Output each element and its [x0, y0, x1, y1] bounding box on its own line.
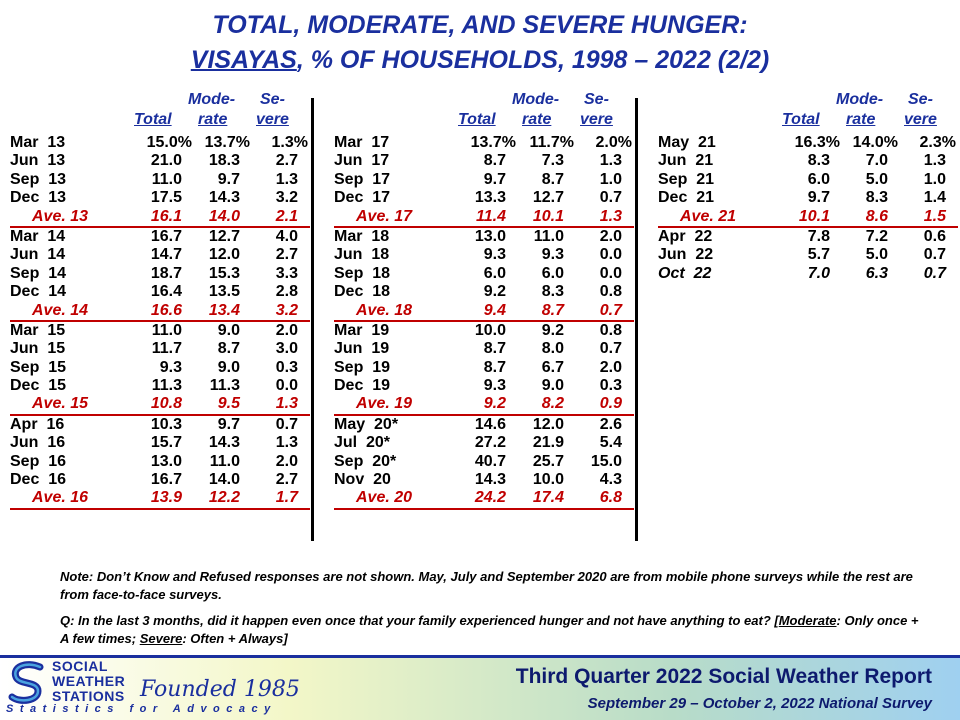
- cell-total: 9.3: [483, 377, 506, 395]
- cell-moderate: 12.0: [208, 246, 240, 264]
- cell-total: 13.9: [150, 489, 182, 507]
- cell-total: 9.3: [159, 358, 182, 376]
- cell-total: 40.7: [474, 452, 506, 470]
- row-label: Mar 17: [334, 134, 390, 151]
- cell-severe: 1.0: [599, 170, 622, 188]
- cell-moderate: 5.0: [865, 246, 888, 264]
- cell-moderate: 11.7%: [529, 134, 574, 151]
- cell-severe: 1.3: [275, 395, 298, 413]
- row-label: Sep 18: [334, 264, 391, 282]
- cell-total: 10.0: [474, 321, 506, 339]
- cell-moderate: 8.2: [541, 395, 564, 413]
- cell-moderate: 25.7: [532, 452, 564, 470]
- cell-moderate: 11.3: [209, 377, 240, 395]
- cell-moderate: 9.3: [541, 246, 564, 264]
- header-moderate-bottom: rate: [522, 111, 552, 128]
- cell-moderate: 14.0: [208, 207, 240, 225]
- cell-total: 8.7: [483, 358, 506, 376]
- cell-moderate: 17.4: [532, 489, 564, 507]
- cell-total: 15.7: [150, 434, 182, 452]
- question-text: Q: In the last 3 months, did it happen even once that your family experienced hunger and not have anything to eat? [: [60, 613, 779, 628]
- cell-total: 7.8: [807, 227, 830, 245]
- header-moderate-bottom: rate: [846, 111, 876, 128]
- header-moderate-top: Mode-: [512, 91, 560, 108]
- sws-logo-icon: [6, 661, 48, 705]
- cell-moderate: 8.0: [541, 340, 564, 358]
- cell-severe: 2.0: [599, 358, 622, 376]
- cell-total: 16.7: [150, 471, 182, 489]
- report-title: Third Quarter 2022 Social Weather Report: [515, 665, 932, 688]
- row-label: Jun 16: [10, 434, 66, 452]
- cell-total: 11.3: [151, 377, 182, 395]
- table-row: [10, 359, 310, 377]
- footer-banner: [0, 655, 960, 720]
- row-label: Ave. 13: [32, 207, 89, 225]
- cell-severe: 2.1: [275, 207, 298, 225]
- row-label: Mar 15: [10, 321, 66, 339]
- table-row: [334, 134, 634, 152]
- cell-severe: 4.0: [275, 227, 298, 245]
- cell-total: 16.7: [150, 227, 182, 245]
- cell-moderate: 12.7: [532, 189, 564, 207]
- cell-severe: 0.6: [923, 227, 946, 245]
- cell-total: 21.0: [150, 152, 182, 170]
- row-label: Sep 16: [10, 452, 67, 470]
- row-label: Sep 20*: [334, 452, 397, 470]
- table-row: [334, 340, 634, 358]
- row-label: May 20*: [334, 415, 399, 433]
- row-label: Mar 18: [334, 227, 390, 245]
- cell-total: 27.2: [474, 434, 506, 452]
- cell-total: 13.7%: [470, 134, 516, 151]
- cell-severe: 0.9: [599, 395, 622, 413]
- average-row: [334, 208, 634, 228]
- cell-moderate: 9.5: [217, 395, 240, 413]
- table-row: [334, 189, 634, 207]
- cell-moderate: 10.0: [532, 471, 564, 489]
- header-moderate-top: Mode-: [836, 91, 884, 108]
- cell-total: 13.3: [474, 189, 506, 207]
- row-label: Jun 19: [334, 340, 390, 358]
- cell-severe: 4.3: [599, 471, 622, 489]
- cell-severe: 1.0: [923, 170, 946, 188]
- row-label: Jul 20*: [334, 434, 391, 452]
- table-row: [10, 152, 310, 170]
- moderate-term: Moderate: [778, 613, 837, 628]
- cell-severe: 2.7: [275, 471, 298, 489]
- severe-definition: : Often + Always]: [182, 631, 288, 646]
- row-label: Jun 15: [10, 340, 66, 358]
- header-total: Total: [134, 111, 172, 128]
- header-severe-bottom: vere: [580, 111, 613, 128]
- row-label: Jun 13: [10, 152, 66, 170]
- row-label: Dec 19: [334, 377, 391, 395]
- cell-total: 9.7: [807, 189, 830, 207]
- panel-divider: [311, 98, 314, 541]
- table-row: [10, 171, 310, 189]
- cell-total: 16.6: [150, 301, 182, 319]
- cell-severe: 1.3: [599, 152, 622, 170]
- cell-moderate: 13.7%: [204, 134, 250, 151]
- row-label: Nov 20: [334, 471, 391, 489]
- cell-severe: 3.3: [275, 264, 298, 282]
- region-name: VISAYAS: [190, 46, 297, 74]
- cell-total: 5.7: [807, 246, 830, 264]
- row-label: Ave. 16: [32, 489, 89, 507]
- cell-severe: 5.4: [599, 434, 622, 452]
- cell-severe: 0.7: [599, 189, 622, 207]
- cell-severe: 2.0: [275, 452, 298, 470]
- cell-total: 10.8: [150, 395, 182, 413]
- table-row: [334, 171, 634, 189]
- table-row: [658, 171, 958, 189]
- row-label: Dec 16: [10, 471, 67, 489]
- row-label: Oct 22: [658, 264, 712, 282]
- row-label: Apr 22: [658, 227, 713, 245]
- cell-severe: 2.8: [275, 283, 298, 301]
- row-label: Jun 22: [658, 246, 714, 264]
- cell-severe: 1.3: [275, 434, 298, 452]
- cell-moderate: 8.7: [217, 340, 240, 358]
- cell-total: 10.3: [150, 415, 182, 433]
- table-row: [334, 322, 634, 340]
- table-row: [334, 377, 634, 395]
- cell-moderate: 9.0: [217, 358, 240, 376]
- cell-moderate: 6.0: [541, 264, 564, 282]
- cell-moderate: 14.3: [208, 434, 240, 452]
- cell-moderate: 15.3: [208, 264, 240, 282]
- cell-moderate: 11.0: [533, 227, 564, 245]
- founded-signature: Founded 1985: [140, 677, 300, 702]
- cell-severe: 1.3: [923, 152, 946, 170]
- cell-severe: 0.7: [599, 301, 622, 319]
- severe-term: Severe: [139, 631, 183, 646]
- cell-severe: 0.8: [599, 283, 622, 301]
- row-label: Sep 15: [10, 358, 67, 376]
- table-row: [10, 377, 310, 395]
- cell-total: 15.0%: [146, 134, 192, 151]
- cell-severe: 0.3: [599, 377, 622, 395]
- row-label: Ave. 19: [356, 395, 413, 413]
- cell-severe: 0.3: [275, 358, 298, 376]
- row-label: Ave. 17: [356, 207, 413, 225]
- average-row: [334, 489, 634, 509]
- org-name-line: WEATHER: [52, 673, 126, 689]
- cell-severe: 0.7: [275, 415, 298, 433]
- org-name-line: STATIONS: [52, 688, 125, 704]
- cell-moderate: 21.9: [532, 434, 564, 452]
- cell-moderate: 8.7: [541, 170, 564, 188]
- cell-total: 16.3%: [794, 134, 840, 151]
- cell-total: 11.7: [151, 340, 182, 358]
- cell-moderate: 9.7: [217, 170, 240, 188]
- table-row: [658, 152, 958, 170]
- cell-total: 11.4: [476, 207, 506, 225]
- table-row: [10, 283, 310, 301]
- table-row: [334, 416, 634, 434]
- cell-severe: 1.5: [923, 207, 946, 225]
- cell-total: 8.3: [807, 152, 830, 170]
- cell-severe: 6.8: [599, 489, 622, 507]
- cell-total: 7.0: [807, 264, 830, 282]
- row-label: Dec 17: [334, 189, 391, 207]
- header-severe-top: Se-: [908, 91, 933, 108]
- cell-moderate: 7.0: [865, 152, 888, 170]
- table-row: [10, 228, 310, 246]
- cell-total: 18.7: [150, 264, 182, 282]
- chart-title-line-2: [0, 45, 960, 75]
- row-label: Ave. 20: [356, 489, 413, 507]
- cell-moderate: 7.2: [865, 227, 888, 245]
- cell-total: 14.3: [474, 471, 506, 489]
- cell-moderate: 9.0: [541, 377, 564, 395]
- row-label: Sep 21: [658, 170, 715, 188]
- cell-severe: 0.7: [923, 264, 946, 282]
- average-row: [10, 208, 310, 228]
- cell-total: 6.0: [807, 170, 830, 188]
- header-severe-bottom: vere: [904, 111, 937, 128]
- cell-moderate: 8.3: [541, 283, 564, 301]
- cell-severe: 2.3%: [919, 134, 956, 151]
- average-row: [334, 395, 634, 415]
- cell-moderate: 11.0: [209, 452, 240, 470]
- header-moderate-bottom: rate: [198, 111, 228, 128]
- header-moderate-top: Mode-: [188, 91, 236, 108]
- average-row: [10, 302, 310, 322]
- org-name: [52, 659, 125, 704]
- row-label: Jun 21: [658, 152, 714, 170]
- table-row: [10, 189, 310, 207]
- table-row: [334, 265, 634, 283]
- survey-note: Note: Don’t Know and Refused responses are not shown. May, July and September 2020 are from mobile phone surveys while the rest are from face-to-face surveys.: [60, 569, 913, 602]
- row-label: Apr 16: [10, 415, 65, 433]
- row-label: Ave. 18: [356, 301, 413, 319]
- cell-severe: 2.7: [275, 246, 298, 264]
- table-row: [658, 134, 958, 152]
- cell-moderate: 8.6: [865, 207, 888, 225]
- cell-severe: 0.7: [923, 246, 946, 264]
- average-row: [658, 208, 958, 228]
- cell-total: 8.7: [483, 152, 506, 170]
- cell-severe: 2.6: [599, 415, 622, 433]
- cell-total: 9.4: [483, 301, 506, 319]
- table-row: [334, 471, 634, 489]
- table-row: [10, 340, 310, 358]
- table-row: [10, 453, 310, 471]
- average-row: [10, 395, 310, 415]
- cell-severe: 15.0: [590, 452, 622, 470]
- header-severe-top: Se-: [260, 91, 285, 108]
- row-label: Mar 13: [10, 134, 66, 151]
- cell-severe: 0.0: [599, 264, 622, 282]
- table-row: [334, 152, 634, 170]
- row-label: Mar 14: [10, 227, 66, 245]
- cell-total: 8.7: [483, 340, 506, 358]
- chart-title-line-1: TOTAL, MODERATE, AND SEVERE HUNGER:: [212, 11, 748, 39]
- cell-total: 24.2: [474, 489, 506, 507]
- column-headers: [658, 90, 958, 134]
- table-row: [334, 228, 634, 246]
- row-label: Sep 19: [334, 358, 391, 376]
- cell-total: 6.0: [483, 264, 506, 282]
- row-label: Mar 19: [334, 321, 390, 339]
- row-label: May 21: [658, 134, 716, 151]
- table-panel-3: [658, 90, 958, 283]
- cell-moderate: 8.7: [541, 301, 564, 319]
- tagline: Statistics for Advocacy: [6, 703, 277, 715]
- chart-title-rest: , % OF HOUSEHOLDS, 1998 – 2022 (2/2): [296, 46, 770, 74]
- cell-total: 10.1: [798, 207, 830, 225]
- table-panel-1: [10, 90, 310, 510]
- cell-severe: 2.0%: [595, 134, 632, 151]
- row-label: Ave. 14: [32, 301, 89, 319]
- cell-moderate: 8.3: [865, 189, 888, 207]
- cell-moderate: 6.7: [541, 358, 564, 376]
- table-row: [10, 471, 310, 489]
- cell-total: 9.2: [483, 283, 506, 301]
- cell-total: 14.6: [474, 415, 506, 433]
- column-headers: [10, 90, 310, 134]
- cell-moderate: 13.5: [208, 283, 240, 301]
- row-label: Ave. 21: [680, 207, 737, 225]
- moderate-definition: : Only once + A few times;: [60, 613, 919, 646]
- row-label: Dec 15: [10, 377, 67, 395]
- table-row: [10, 322, 310, 340]
- cell-moderate: 14.0: [208, 471, 240, 489]
- cell-total: 9.2: [483, 395, 506, 413]
- header-total: Total: [458, 111, 496, 128]
- cell-total: 11.0: [151, 170, 182, 188]
- cell-total: 9.3: [483, 246, 506, 264]
- cell-severe: 1.4: [923, 189, 946, 207]
- cell-total: 14.7: [150, 246, 182, 264]
- table-row: [10, 246, 310, 264]
- cell-severe: 0.7: [599, 340, 622, 358]
- row-label: Sep 17: [334, 170, 391, 188]
- cell-severe: 1.3: [599, 207, 622, 225]
- footer-divider: [0, 655, 960, 658]
- cell-total: 16.4: [150, 283, 182, 301]
- cell-moderate: 6.3: [865, 264, 888, 282]
- cell-total: 17.5: [150, 189, 182, 207]
- table-row: [334, 359, 634, 377]
- row-label: Sep 14: [10, 264, 67, 282]
- cell-severe: 3.2: [275, 301, 298, 319]
- cell-moderate: 14.0%: [852, 134, 898, 151]
- cell-severe: 2.0: [599, 227, 622, 245]
- org-name-line: SOCIAL: [52, 658, 108, 674]
- row-label: Dec 14: [10, 283, 67, 301]
- header-severe-top: Se-: [584, 91, 609, 108]
- table-row: [658, 246, 958, 264]
- cell-total: 9.7: [483, 170, 506, 188]
- cell-total: 11.0: [151, 321, 182, 339]
- average-row: [334, 302, 634, 322]
- table-row: [10, 265, 310, 283]
- row-label: Jun 17: [334, 152, 390, 170]
- cell-moderate: 9.2: [541, 321, 564, 339]
- cell-moderate: 5.0: [865, 170, 888, 188]
- table-row: [334, 453, 634, 471]
- average-row: [10, 489, 310, 509]
- cell-severe: 2.0: [275, 321, 298, 339]
- row-label: Dec 13: [10, 189, 67, 207]
- cell-moderate: 18.3: [208, 152, 240, 170]
- row-label: Jun 18: [334, 246, 390, 264]
- cell-severe: 2.7: [275, 152, 298, 170]
- cell-total: 13.0: [474, 227, 506, 245]
- cell-moderate: 14.3: [208, 189, 240, 207]
- table-row: [658, 189, 958, 207]
- column-headers: [334, 90, 634, 134]
- cell-moderate: 9.7: [217, 415, 240, 433]
- cell-moderate: 9.0: [217, 321, 240, 339]
- cell-severe: 1.3: [275, 170, 298, 188]
- table-row: [658, 265, 958, 283]
- table-row: [10, 134, 310, 152]
- panel-divider: [635, 98, 638, 541]
- cell-moderate: 12.2: [208, 489, 240, 507]
- cell-severe: 1.7: [275, 489, 298, 507]
- cell-moderate: 12.0: [532, 415, 564, 433]
- row-label: Dec 18: [334, 283, 391, 301]
- cell-moderate: 12.7: [208, 227, 240, 245]
- row-label: Jun 14: [10, 246, 66, 264]
- cell-severe: 0.8: [599, 321, 622, 339]
- row-label: Sep 13: [10, 170, 67, 188]
- table-row: [334, 283, 634, 301]
- survey-question: [60, 612, 920, 648]
- cell-severe: 0.0: [599, 246, 622, 264]
- table-panel-2: [334, 90, 634, 510]
- cell-severe: 3.0: [275, 340, 298, 358]
- cell-severe: 3.2: [275, 189, 298, 207]
- cell-total: 13.0: [150, 452, 182, 470]
- table-row: [334, 246, 634, 264]
- row-label: Dec 21: [658, 189, 715, 207]
- survey-dates: September 29 – October 2, 2022 National Survey: [587, 695, 932, 712]
- cell-moderate: 13.4: [208, 301, 240, 319]
- cell-total: 16.1: [150, 207, 182, 225]
- table-row: [334, 434, 634, 452]
- cell-moderate: 10.1: [532, 207, 564, 225]
- row-label: Ave. 15: [32, 395, 89, 413]
- cell-severe: 1.3%: [271, 134, 308, 151]
- table-row: [10, 416, 310, 434]
- table-row: [658, 228, 958, 246]
- header-severe-bottom: vere: [256, 111, 289, 128]
- header-total: Total: [782, 111, 820, 128]
- cell-moderate: 7.3: [541, 152, 564, 170]
- cell-severe: 0.0: [275, 377, 298, 395]
- table-row: [10, 434, 310, 452]
